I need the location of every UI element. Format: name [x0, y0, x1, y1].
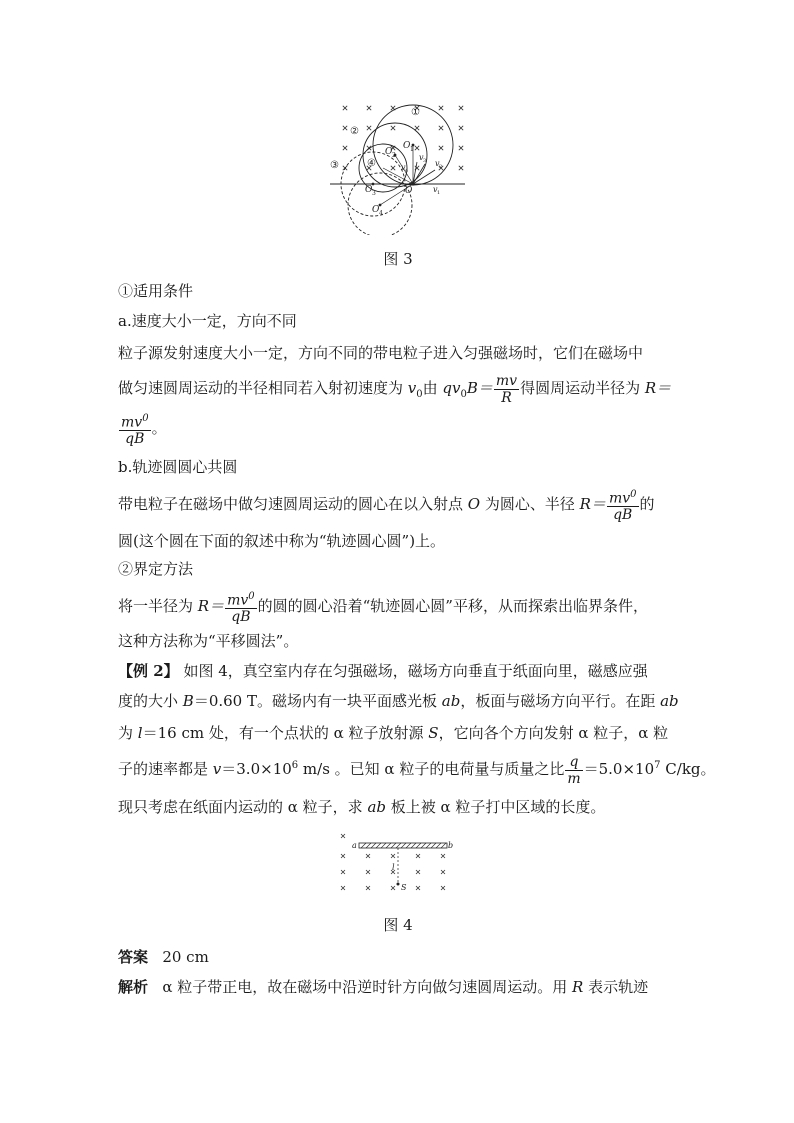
field-x-mark [439, 146, 443, 150]
label-O: O [405, 186, 413, 196]
field-x-mark [416, 854, 420, 858]
field-x-mark [366, 854, 370, 858]
heading-method: ②界定方法 [118, 560, 194, 578]
analysis-label: 解析 [118, 978, 149, 996]
field-x-mark [441, 854, 445, 858]
label-circle-4: ④ [367, 158, 376, 169]
magnetic-field-marks [343, 106, 463, 170]
fraction-q-over-m: $\frac{q}{m}$ [567, 753, 581, 787]
label-b: b [448, 841, 454, 850]
field-x-mark [343, 126, 347, 130]
condition-b: b.轨迹圆圆心共圆 [118, 458, 238, 476]
label-l: l [392, 863, 395, 872]
field-x-mark [367, 106, 371, 110]
paragraph-3-line-1: 将一半径为 R＝ $\frac{mv^0}{qB}$ 的圆的圆心沿着“轨迹圆心圆”平移，从而探索出临界条件， [118, 590, 648, 626]
label-O2: O [385, 147, 393, 157]
label-O3: O [365, 185, 373, 195]
field-x-mark [341, 854, 345, 858]
field-x-mark [391, 126, 395, 130]
field-x-mark [459, 146, 463, 150]
label-O1: O [403, 141, 411, 151]
paragraph-3-line-2: 这种方法称为“平移圆法”。 [118, 632, 299, 650]
example-line-2: 度的大小 B＝0.60 T。磁场内有一块平面感光板 ab，板面与磁场方向平行。在距 ab [118, 692, 679, 710]
example-line-4: 子的速率都是 $v=3.0\times 10^6$ m/s 。已知 α 粒子的电荷量与质量之比 $\frac{q}{m}$ $=5.0\times 10^7$ C/kg。 [118, 753, 716, 787]
field-x-mark [415, 126, 419, 130]
field-x-mark [439, 106, 443, 110]
field-x-mark [367, 126, 371, 130]
field-x-mark [441, 886, 445, 890]
answer-value: 20 cm [162, 948, 209, 966]
fraction-mv0-over-qB-2: $\frac{mv^0}{qB}$ [608, 488, 637, 524]
field-x-mark [441, 870, 445, 874]
label-O2-sub: 2 [392, 152, 396, 159]
example-label: 【例 2】 [118, 662, 179, 680]
label-v4: v [401, 163, 406, 172]
label-v1-sub: 1 [437, 190, 441, 196]
label-v2-sub: 2 [439, 164, 443, 170]
fraction-mv0-over-qB: $\frac{mv^0}{qB}$ [121, 412, 149, 448]
label-circle-1: ① [411, 107, 420, 118]
paragraph-1-line-2: 做匀速圆周运动的半径相同若入射初速度为 $v_0$由 $qv_0B=$ $\frac{mv}{R}$ 得圆周运动半径为 R＝ [118, 372, 672, 406]
label-v2: v [435, 159, 440, 168]
figure-3-diagram [325, 100, 470, 235]
example-line-5: 现只考虑在纸面内运动的 α 粒子，求 ab 板上被 α 粒子打中区域的长度。 [118, 798, 606, 816]
field-x-mark [416, 870, 420, 874]
label-a: a [352, 841, 357, 850]
analysis-line: 解析 α 粒子带正电，故在磁场中沿逆时针方向做匀速圆周运动。用 R 表示轨迹 [118, 978, 649, 996]
paragraph-2-line-2: 圆(这个圆在下面的叙述中称为“轨迹圆心圆”)上。 [118, 532, 446, 550]
paragraph-1-line-1: 粒子源发射速度大小一定，方向不同的带电粒子进入匀强磁场时，它们在磁场中 [118, 344, 644, 362]
label-O4: O [372, 205, 380, 215]
condition-a: a.速度大小一定，方向不同 [118, 312, 297, 330]
field-x-mark [391, 886, 395, 890]
field-x-mark [415, 146, 419, 150]
label-circle-3: ③ [330, 160, 339, 171]
source-point [397, 883, 400, 886]
example-line-3: 为 l＝16 cm 处，有一个点状的 α 粒子放射源 S，它向各个方向发射 α 粒子，α 粒 [118, 724, 669, 742]
label-O4-sub: 4 [379, 210, 383, 217]
field-x-mark [459, 166, 463, 170]
answer-label: 答案 [118, 948, 149, 966]
figure-4-diagram [335, 832, 455, 902]
field-x-mark [341, 886, 345, 890]
fraction-mv0-over-qB-3: $\frac{mv^0}{qB}$ [227, 590, 255, 626]
field-x-mark [343, 106, 347, 110]
paragraph-1-line-3: $\frac{mv^0}{qB}$ 。 [121, 412, 167, 448]
label-v3-sub: 3 [423, 158, 427, 164]
field-x-mark [459, 106, 463, 110]
label-S: S [401, 883, 407, 892]
label-circle-2: ② [350, 126, 359, 137]
fraction-mv-over-R: $\frac{mv}{R}$ [495, 372, 518, 406]
label-O3-sub: 3 [372, 190, 376, 197]
label-v4-sub: 4 [405, 168, 409, 174]
label-v3: v [419, 153, 424, 162]
answer-line [118, 946, 684, 968]
field-x-mark [391, 854, 395, 858]
figure-3-caption: 图 3 [383, 250, 413, 268]
label-v1: v [433, 185, 438, 194]
field-x-mark [343, 146, 347, 150]
field-x-mark [459, 126, 463, 130]
field-x-mark [439, 126, 443, 130]
figure-4-caption: 图 4 [383, 916, 413, 934]
field-x-mark [341, 834, 345, 838]
label-O1-sub: 1 [410, 146, 414, 153]
example-line-1: 【例 2】 如图 4，真空室内存在匀强磁场，磁场方向垂直于纸面向里，磁感应强 [118, 662, 648, 680]
field-x-mark [341, 870, 345, 874]
field-x-mark [366, 870, 370, 874]
field-x-mark [391, 166, 395, 170]
field-x-mark [416, 886, 420, 890]
heading-applicable-conditions: ①适用条件 [118, 282, 194, 300]
field-x-mark [366, 886, 370, 890]
paragraph-2-line-1: 带电粒子在磁场中做匀速圆周运动的圆心在以入射点 O 为圆心、半径 R＝ $\frac{mv^0}{qB}$ 的 [118, 488, 655, 524]
